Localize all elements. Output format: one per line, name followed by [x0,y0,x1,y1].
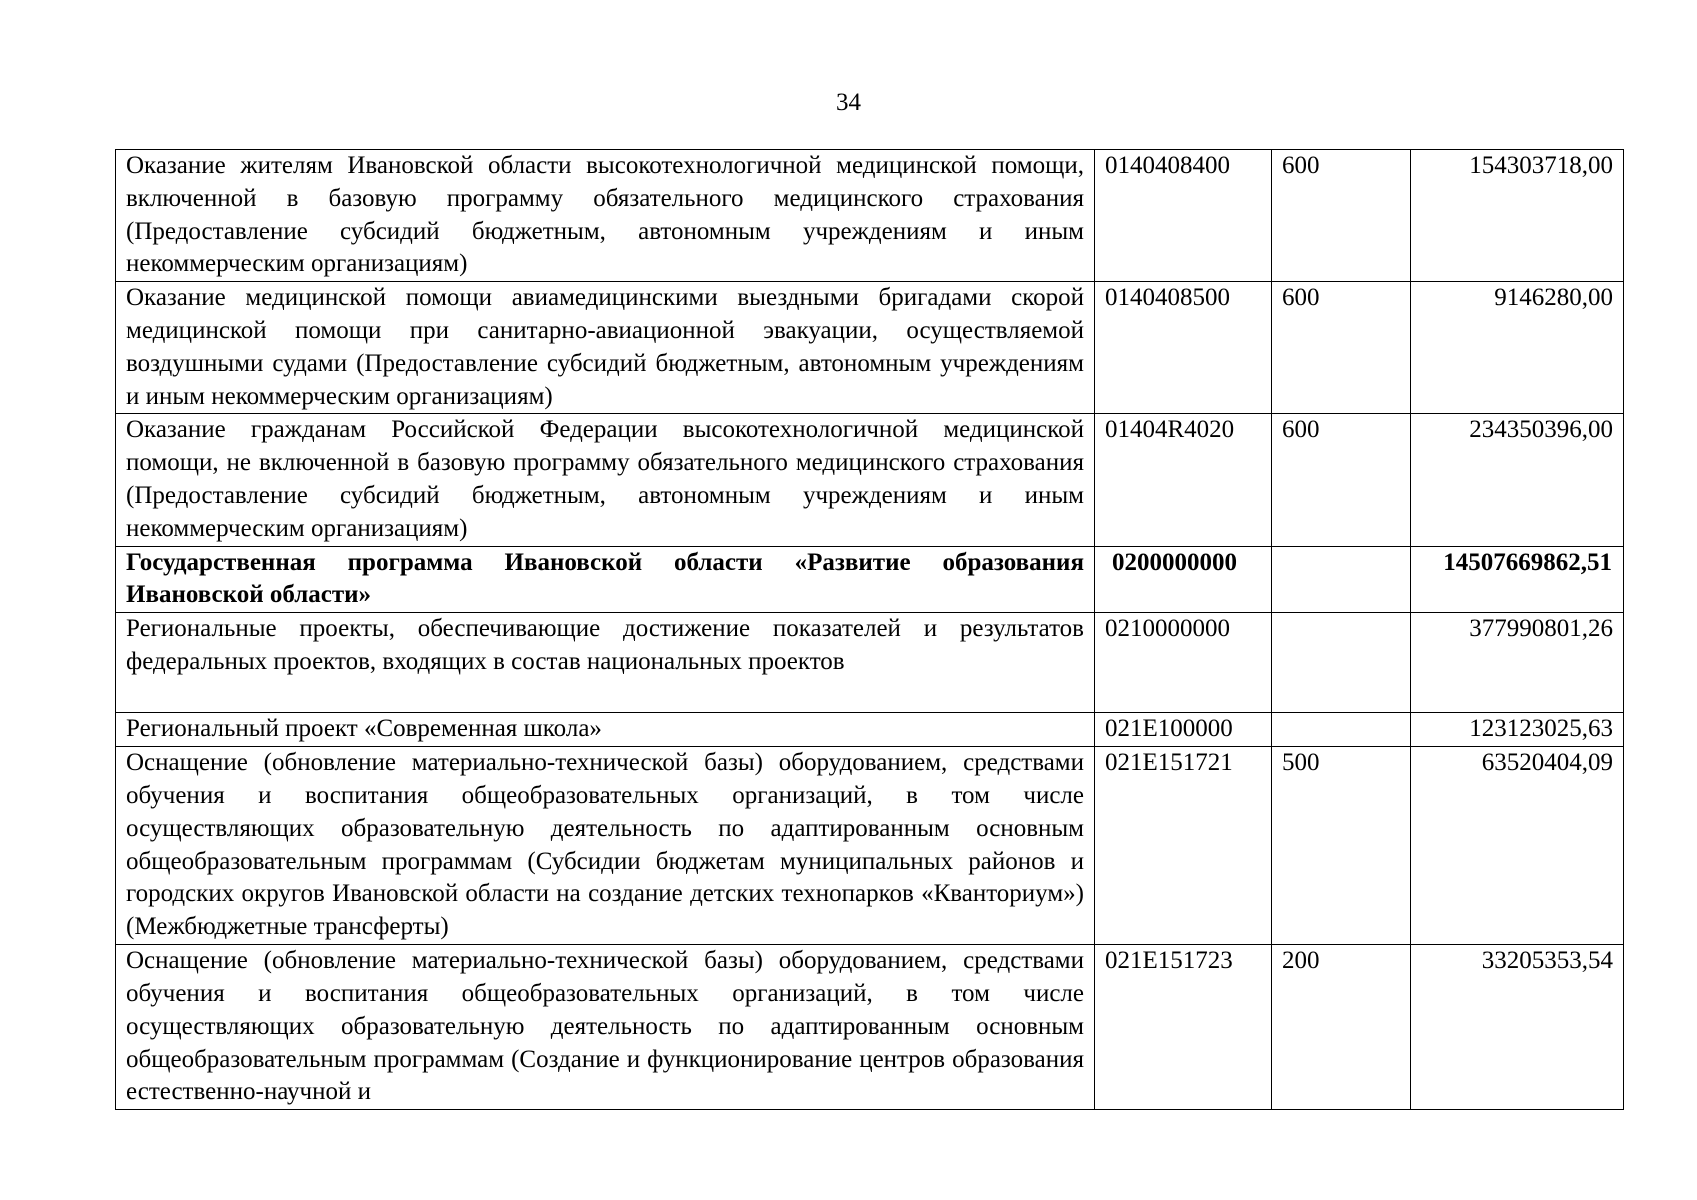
row-expense-type: 600 [1272,282,1411,414]
row-target-code: 0200000000 [1095,546,1272,613]
table-row [116,282,1624,414]
row-amount: 154303718,00 [1411,150,1624,282]
row-amount: 9146280,00 [1411,282,1624,414]
row-target-code: 021E151723 [1095,945,1272,1110]
row-expense-type: 600 [1272,414,1411,546]
row-description: Оказание гражданам Российской Федерации высокотехнологичной медицинской помощи, не включенной в базовую программу обязательного медицинского страхования (Предоставление субсидий бюджетным, автономным учреждениям и иным некоммерческим организациям) [116,414,1095,546]
row-target-code: 021E100000 [1095,713,1272,747]
table-row [116,613,1624,713]
row-amount: 123123025,63 [1411,713,1624,747]
row-description: Оказание жителям Ивановской области высокотехнологичной медицинской помощи, включенной в базовую программу обязательного медицинского страхования (Предоставление субсидий бюджетным, автономным учреждениям и иным некоммерческим организациям) [116,150,1095,282]
row-expense-type [1272,613,1411,713]
row-description: Оснащение (обновление материально-технической базы) оборудованием, средствами обучения и воспитания общеобразовательных организаций, в том числе осуществляющих образовательную деятельность по адаптированным основным общеобразовательным программам (Субсидии бюджетам муниципальных районов и городских округов Ивановской области на создание детских технопарков «Кванториум») (Межбюджетные трансферты) [116,747,1095,945]
table-row [116,747,1624,945]
row-amount: 234350396,00 [1411,414,1624,546]
table-row [116,945,1624,1110]
row-target-code: 0140408500 [1095,282,1272,414]
row-amount: 33205353,54 [1411,945,1624,1110]
row-amount: 14507669862,51 [1411,546,1624,613]
row-description: Региональный проект «Современная школа» [116,713,1095,747]
row-expense-type: 600 [1272,150,1411,282]
row-amount: 63520404,09 [1411,747,1624,945]
table-row [116,414,1624,546]
row-expense-type: 200 [1272,945,1411,1110]
row-expense-type [1272,546,1411,613]
table-row-program-total [116,546,1624,613]
row-description: Региональные проекты, обеспечивающие достижение показателей и результатов федеральных проектов, входящих в состав национальных проектов [116,613,1095,713]
table-row [116,713,1624,747]
row-target-code: 0140408400 [1095,150,1272,282]
budget-table [115,149,1624,1110]
row-expense-type [1272,713,1411,747]
page-number: 34 [836,89,861,116]
row-target-code: 0210000000 [1095,613,1272,713]
row-description: Оснащение (обновление материально-технической базы) оборудованием, средствами обучения и воспитания общеобразовательных организаций, в том числе осуществляющих образовательную деятельность по адаптированным основным общеобразовательным программам (Создание и функционирование центров образования естественно-научной и [116,945,1095,1110]
row-target-code: 021E151721 [1095,747,1272,945]
table-row [116,150,1624,282]
row-amount: 377990801,26 [1411,613,1624,713]
row-target-code: 01404R4020 [1095,414,1272,546]
row-expense-type: 500 [1272,747,1411,945]
row-description: Оказание медицинской помощи авиамедицинскими выездными бригадами скорой медицинской помощи при санитарно-авиационной эвакуации, осуществляемой воздушными судами (Предоставление субсидий бюджетным, автономным учреждениям и иным некоммерческим организациям) [116,282,1095,414]
row-description: Государственная программа Ивановской области «Развитие образования Ивановской области» [116,546,1095,613]
